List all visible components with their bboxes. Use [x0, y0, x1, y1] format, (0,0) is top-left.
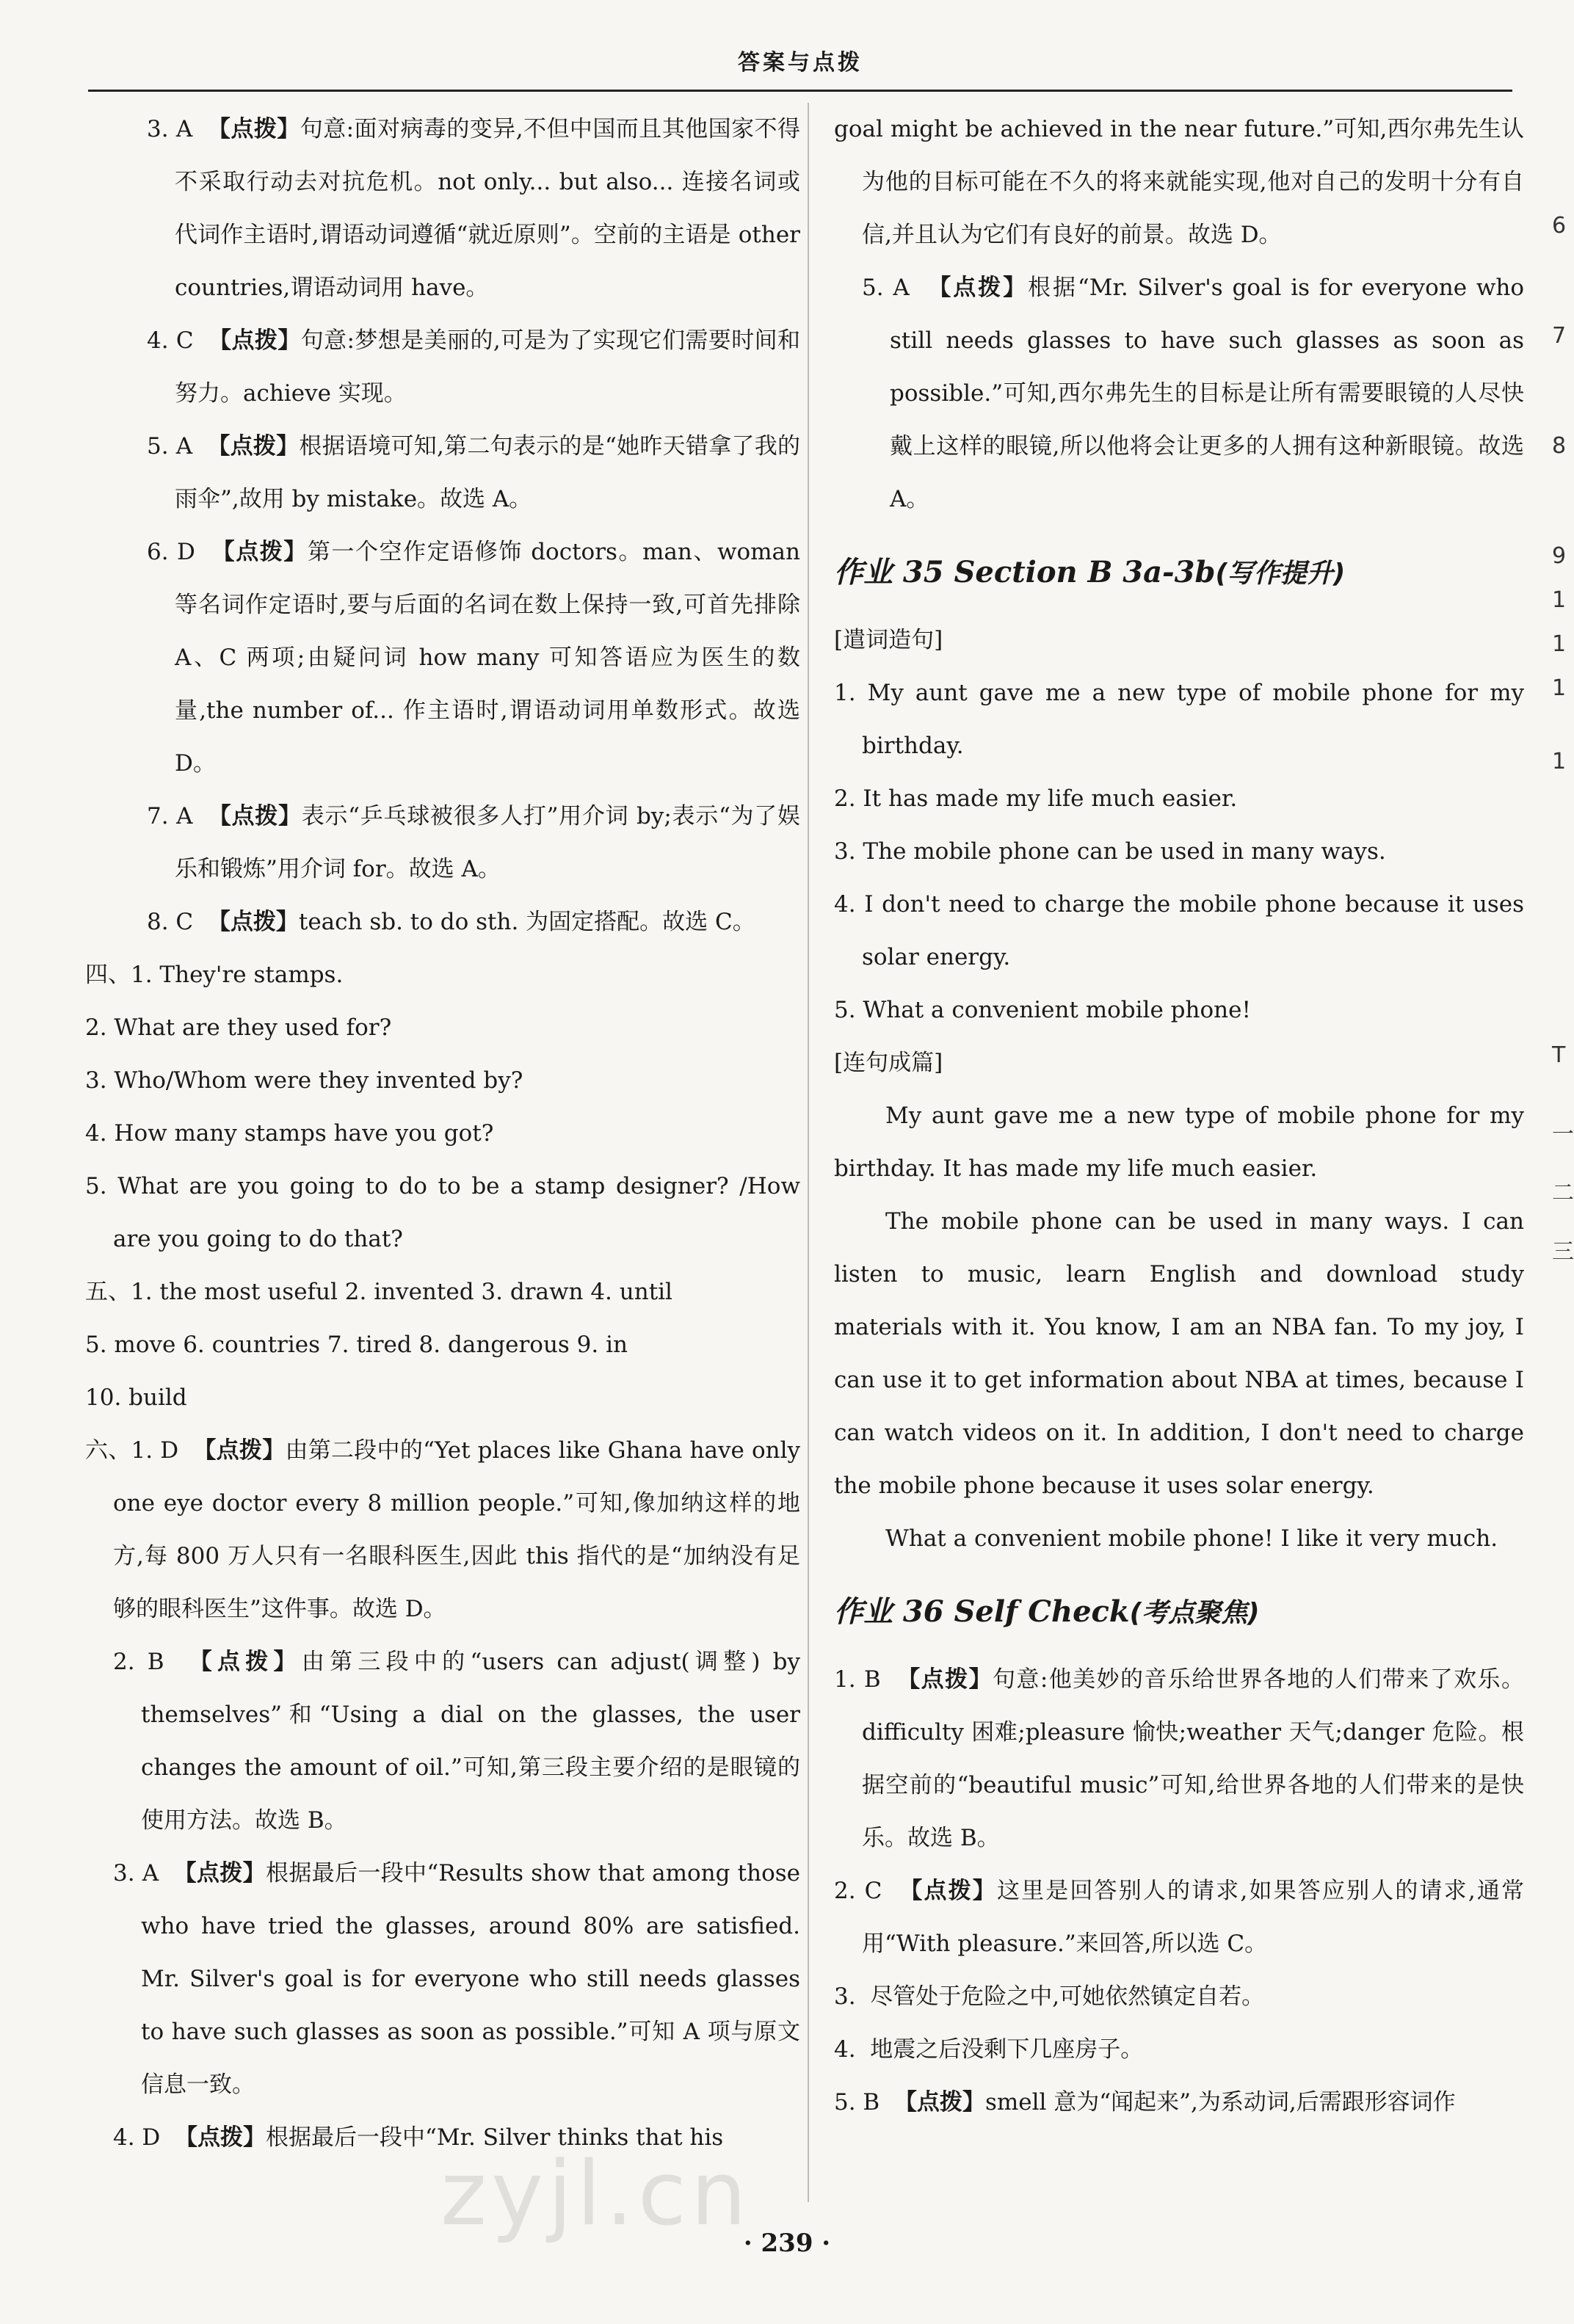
answer-number: 3. A [147, 116, 193, 142]
edge-mark: 1 [1552, 631, 1567, 657]
answer-text: 根据最后一段中“Mr. Silver thinks that his [266, 2124, 724, 2151]
hint-tag: 【点拨】 [207, 116, 300, 142]
bracket-label: [遣词造句] [834, 627, 943, 653]
answer-item [147, 314, 800, 420]
edge-mark: 1 [1552, 587, 1567, 613]
part-five-row: 五、1. the most useful 2. invented 3. drawn 4. until [85, 1279, 672, 1305]
hint-tag: 【点拨】 [208, 803, 302, 829]
answer-text: 表示“乒乓球被很多人打”用介词 by;表示“为了娱乐和锻炼”用介词 for。故选 A。 [175, 803, 801, 882]
hint-tag: 【点拨】 [211, 539, 308, 565]
essay-paragraph: My aunt gave me a new type of mobile phone for my birthday. It has made my life much easier. [834, 1103, 1524, 1182]
answer-item [834, 1864, 1524, 1970]
answer-item [147, 790, 800, 896]
sentence-line: 5. What a convenient mobile phone! [834, 997, 1251, 1023]
left-column [85, 103, 801, 2164]
answer-number: 8. C [147, 909, 194, 935]
answer-text: 根据最后一段中“Results show that among those who have tried the glasses, around 80% are satisfied. Mr. Silver's goal is for everyone who still needs glasses to have such glasses as soon as possible.”可知 A 项与原文信息一致。 [141, 1860, 800, 2098]
answer-item [834, 2076, 1524, 2129]
answer-text: 尽管处于危险之中,可她依然镇定自若。 [870, 1983, 1265, 2010]
answer-text: smell 意为“闻起来”,为系动词,后需跟形容词作 [984, 2089, 1456, 2116]
part-four-line: 5. What are you going to do to be a stamp designer? /How are you going to do that? [85, 1173, 800, 1252]
answer-text: 句意:面对病毒的变异,不但中国而且其他国家不得不采取行动去对抗危机。not only... but also... 连接名词或代词作主语时,谓语动词遵循“就近原则”。空前的主语是 other countries,谓语动词用 have。 [175, 116, 801, 301]
section-heading-36: 作业 36 Self Check(考点聚焦) [834, 1594, 1260, 1629]
sentence-line: 2. It has made my life much easier. [834, 785, 1238, 812]
edge-mark: 7 [1552, 323, 1567, 349]
sentence-line: 1. My aunt gave me a new type of mobile phone for my birthday. [834, 680, 1524, 759]
edge-mark: 9 [1552, 543, 1567, 569]
answer-item [834, 1653, 1524, 1864]
answer-item [147, 103, 800, 314]
sentence-line: 3. The mobile phone can be used in many ways. [834, 838, 1386, 865]
edge-mark: 8 [1552, 433, 1567, 459]
part-six [85, 1424, 800, 2164]
part-five-row: 5. move 6. countries 7. tired 8. dangerous 9. in [85, 1332, 628, 1358]
answer-number: 3. [834, 1983, 856, 2010]
answer-number: 4. [834, 2036, 856, 2063]
hint-tag: 【点拨】 [207, 909, 299, 935]
page-header: 答案与点拨 [738, 50, 863, 76]
answer-number: 4. D [113, 2124, 161, 2151]
part-four-line: 四、1. They're stamps. [85, 962, 344, 988]
hint-tag: 【点拨】 [207, 433, 300, 460]
answer-text: 根据语境可知,第二句表示的是“她昨天错拿了我的雨伞”,故用 by mistake。故选 A。 [175, 433, 801, 512]
answer-number: 2. B [113, 1649, 164, 1675]
column-divider [808, 103, 809, 2202]
essay-paragraph: What a convenient mobile phone! I like it very much. [885, 1525, 1498, 1552]
answer-number: 7. A [147, 803, 193, 829]
left-answer-list [147, 103, 800, 948]
answer-text: 句意:他美妙的音乐给世界各地的人们带来了欢乐。difficulty 困难;pleasure 愉快;weather 天气;danger 危险。根据空前的“beautiful music”可知,给世界各地的人们带来的是快乐。故选 B。 [862, 1666, 1524, 1851]
part-four [85, 948, 800, 1266]
hint-tag: 【点拨】 [893, 2089, 985, 2116]
answer-item [85, 1847, 800, 2111]
edge-mark: 三 [1552, 1239, 1574, 1265]
essay-paragraph: The mobile phone can be used in many ways. I can listen to music, learn English and download study materials with it. You know, I am an NBA fan. To my joy, I can use it to get information about NBA at times, because I can watch videos on it. In addition, I don't need to charge the mobile phone because it uses solar energy. [834, 1208, 1524, 1499]
hint-tag: 【点拨】 [899, 1878, 997, 1904]
answer-text: 由第三段中的“users can adjust(调整) by themselves”和“Using a dial on the glasses, the user changes the amount of oil.”可知,第三段主要介绍的是眼镜的使用方法。故选 B。 [141, 1649, 801, 1834]
edge-mark: 二 [1552, 1180, 1574, 1206]
hint-tag: 【点拨】 [175, 2124, 266, 2151]
part-six-list [85, 1635, 800, 2164]
continued-answer: goal might be achieved in the near future.”可知,西尔弗先生认为他的目标可能在不久的将来就能实现,他对自己的发明十分有自信,并且认为它们有良好的前景。故选 D。 [834, 116, 1524, 248]
part-six-label-row: 六、1. D 【点拨】由第二段中的“Yet places like Ghana have only one eye doctor every 8 million people.”可知,像加纳这样的地方,每 800 万人只有一名眼科医生,因此 this 指代的是“加纳没有足够的眼科医生”这件事。故选 D。 [85, 1437, 800, 1622]
answer-text: 句意:梦想是美丽的,可是为了实现它们需要时间和努力。achieve 实现。 [175, 327, 801, 407]
answer-number: 2. C [834, 1878, 882, 1904]
sentence-list [834, 667, 1524, 1036]
answer-item [147, 420, 800, 526]
watermark: zyjl.cn [440, 2143, 751, 2245]
part-five [85, 1266, 800, 1424]
sentence-line: 4. I don't need to charge the mobile phone because it uses solar energy. [834, 891, 1524, 970]
answer-item [147, 896, 800, 948]
edge-mark: 一 [1552, 1122, 1574, 1147]
answer-item [85, 1635, 800, 1847]
part-four-line: 3. Who/Whom were they invented by? [85, 1067, 523, 1094]
part-four-line: 2. What are they used for? [85, 1014, 392, 1041]
answer-item [147, 526, 800, 790]
part-four-line: 4. How many stamps have you got? [85, 1120, 494, 1147]
answer-text: 这里是回答别人的请求,如果答应别人的请求,通常用“With pleasure.”来回答,所以选 C。 [862, 1878, 1524, 1957]
answer-text: 第一个空作定语修饰 doctors。man、woman 等名词作定语时,要与后面的名词在数上保持一致,可首先排除 A、C 两项;由疑问词 how many 可知答语应为医生的数量,the number of... 作主语时,谓语动词用单数形式。故选 D。 [175, 539, 800, 777]
answer-item: 5. A 【点拨】根据“Mr. Silver's goal is for everyone who still needs glasses to have such glasses as soon as possible.”可知,西尔弗先生的目标是让所有需要眼镜的人尽快戴上这样的眼镜,所以他将会让更多的人拥有这种新眼镜。故选 A。 [862, 275, 1524, 512]
hint-tag: 【点拨】 [208, 327, 301, 354]
header-rule [88, 90, 1512, 92]
hint-tag: 【点拨】 [173, 1860, 266, 1887]
answer-text: teach sb. to do sth. 为固定搭配。故选 C。 [298, 909, 755, 935]
section-heading-35: 作业 35 Section B 3a-3b(写作提升) [834, 555, 1346, 589]
page-number: · 239 · [743, 2229, 831, 2258]
edge-mark: 1 [1552, 749, 1567, 774]
answer-list-36 [834, 1653, 1524, 2129]
answer-text: 地震之后没剩下几座房子。 [870, 2036, 1144, 2063]
right-column [834, 103, 1524, 2129]
answer-item [834, 1970, 1524, 2023]
answer-number: 3. A [113, 1860, 159, 1887]
edge-mark: 1 [1552, 675, 1567, 701]
answer-number: 5. B [834, 2089, 880, 2116]
bracket-label: [连句成篇] [834, 1050, 943, 1076]
answer-item [834, 2023, 1524, 2076]
edge-mark: T [1552, 1042, 1566, 1068]
answer-number: 5. A [147, 433, 193, 460]
answer-number: 6. D [147, 539, 195, 565]
part-five-row: 10. build [85, 1384, 187, 1411]
hint-tag: 【点拨】 [897, 1666, 993, 1693]
answer-number: 1. B [834, 1666, 881, 1693]
edge-mark: 6 [1552, 213, 1567, 239]
hint-tag: 【点拨】 [189, 1649, 302, 1675]
answer-number: 4. C [147, 327, 194, 354]
